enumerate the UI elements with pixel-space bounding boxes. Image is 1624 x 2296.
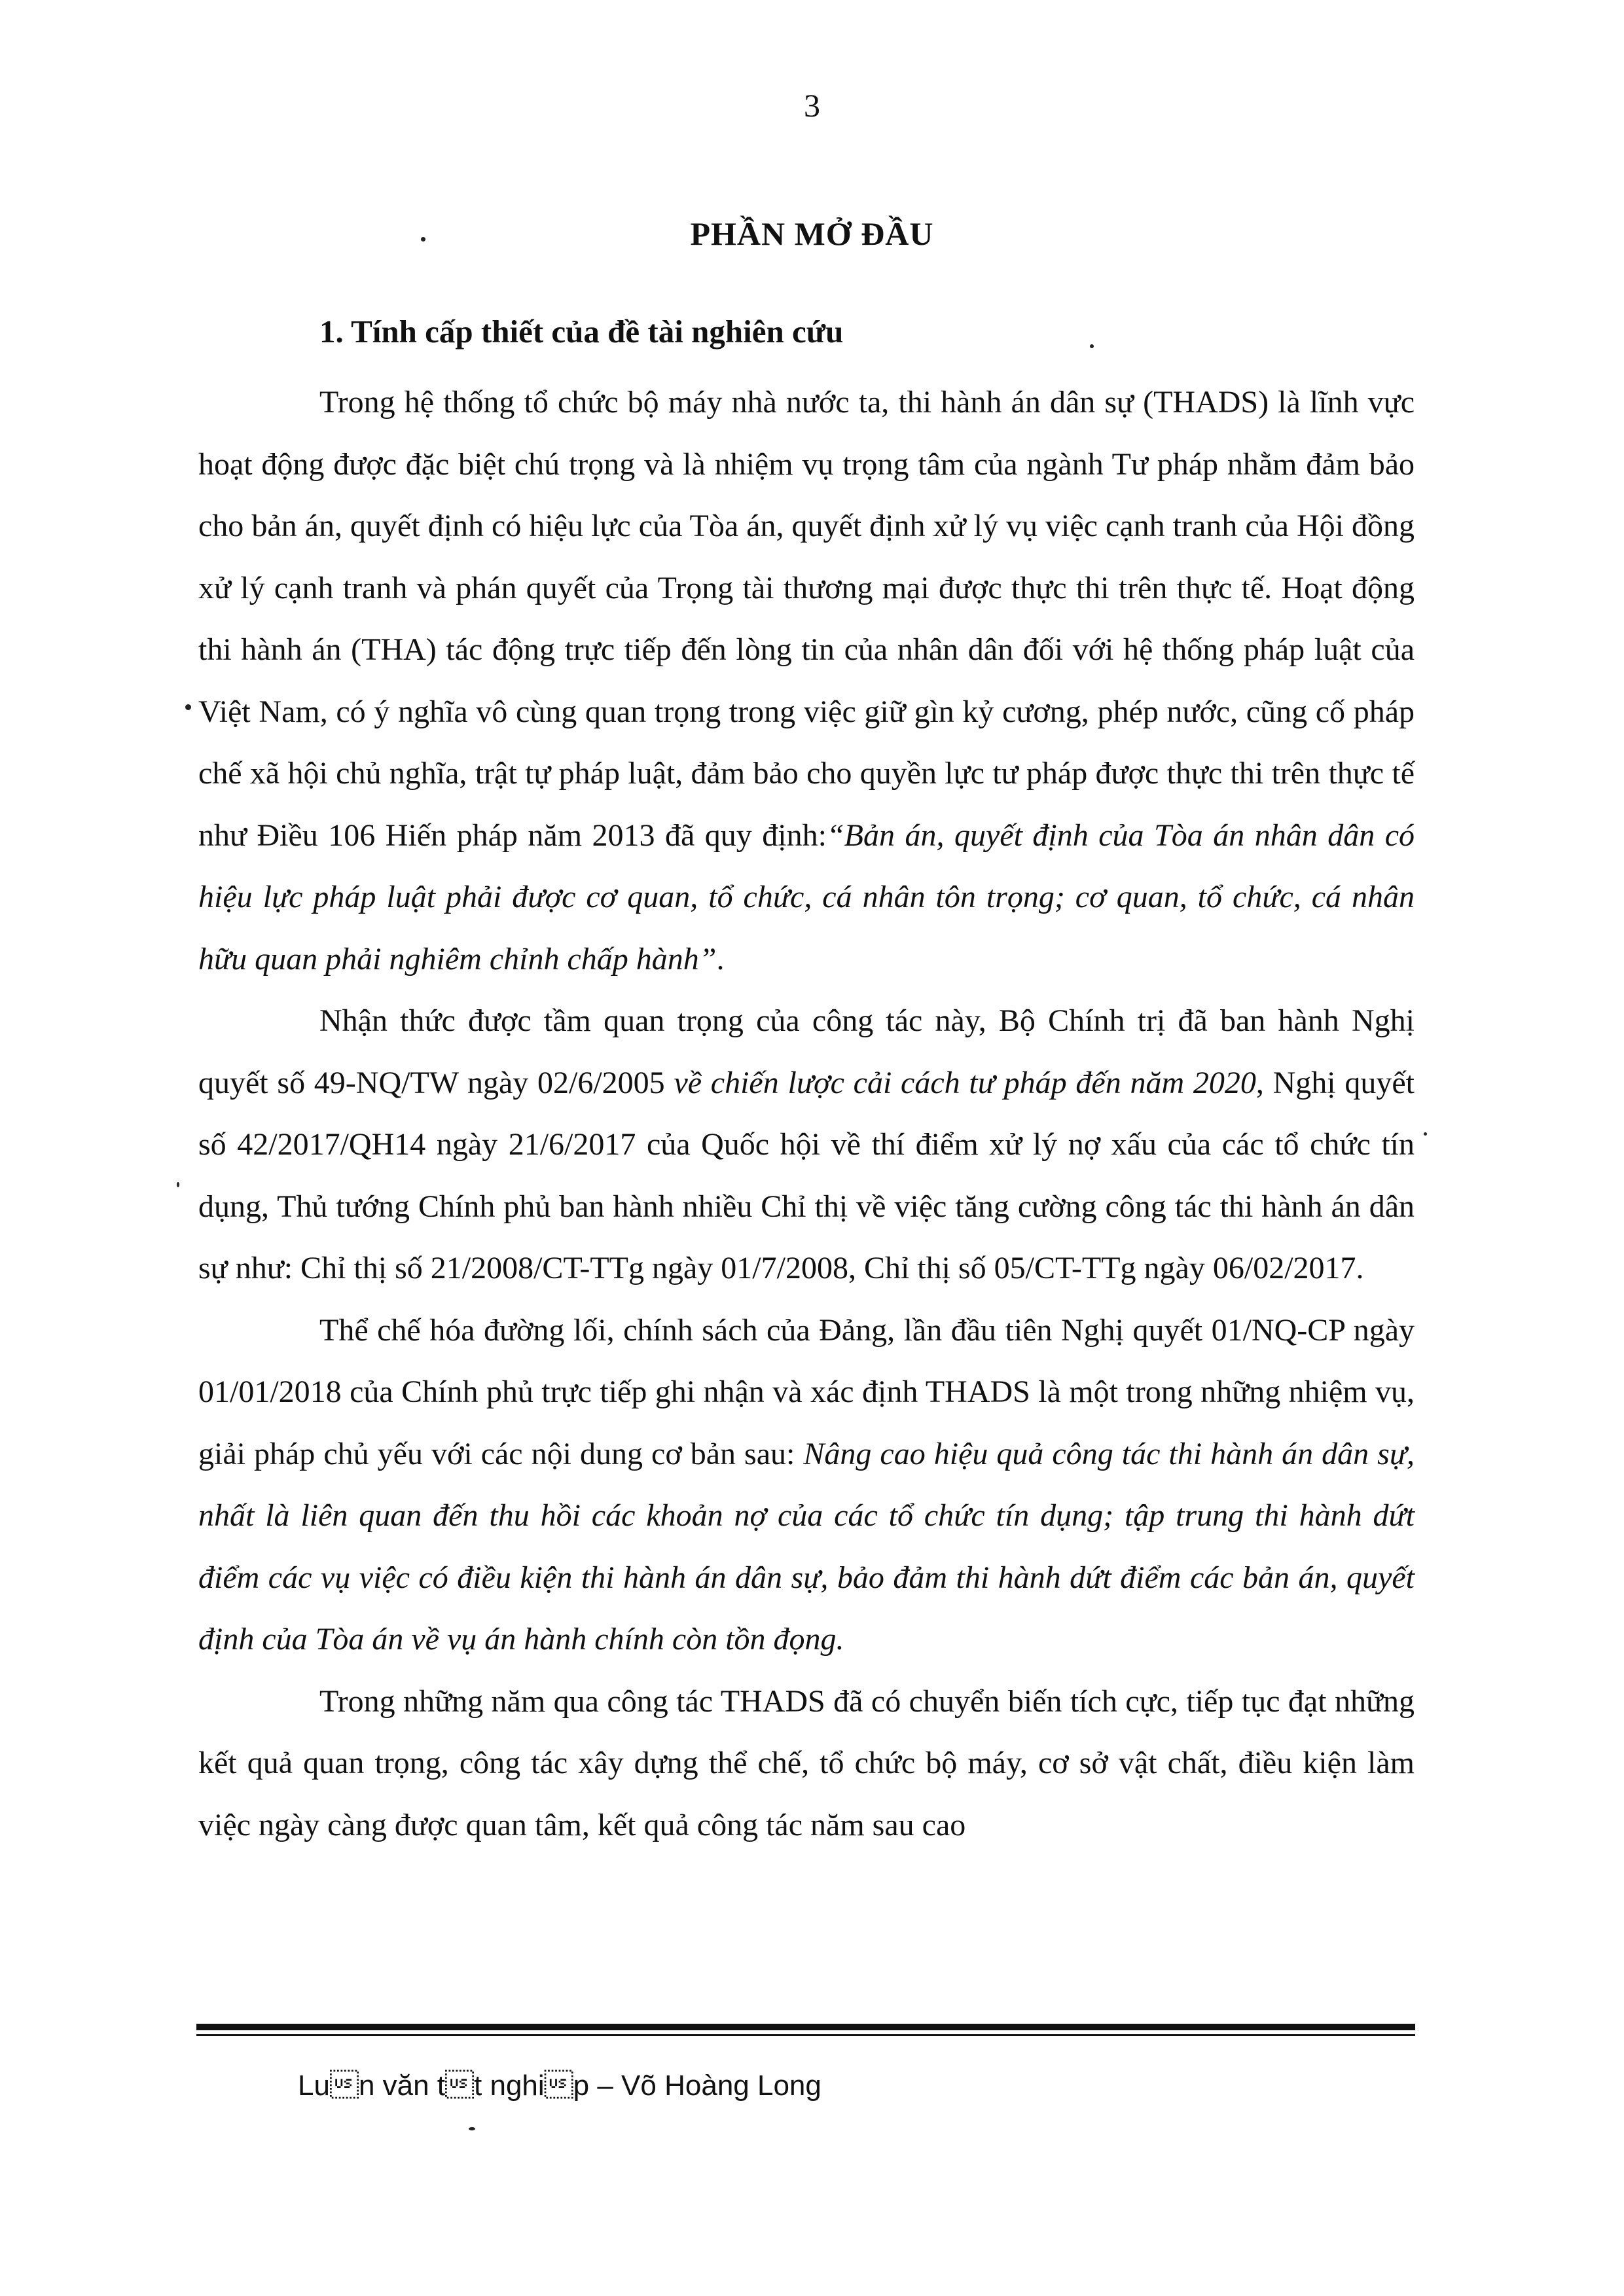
- scan-speck: [421, 237, 425, 242]
- scan-speck: [185, 704, 191, 710]
- section-title: PHẦN MỞ ĐẦU: [690, 215, 934, 252]
- scan-speck: [1090, 344, 1094, 348]
- paragraph-2-italic: về chiến lược cải cách tư pháp đến năm 2020: [674, 1065, 1256, 1100]
- paragraph-1-text: Trong hệ thống tổ chức bộ máy nhà nước ta, thi hành án dân sự (THADS) là lĩnh vực hoạt động được đặc biệt chú trọng và là nhiệm vụ trọng tâm của ngành Tư pháp nhằm đảm bảo cho bản án, quyết định có hiệu lực của Tòa án, quyết định xử lý vụ việc cạnh tranh của Hội đồng xử lý cạnh tranh và phán quyết của Trọng tài thương mại được thực thi trên thực tế. Hoạt động thi hành án (THA) tác động trực tiếp đến lòng tin của nhân dân đối với hệ thống pháp luật của Việt Nam, có ý nghĩa vô cùng quan trọng trong việc giữ gìn kỷ cương, phép nước, cũng cố pháp chế xã hội chủ nghĩa, trật tự pháp luật, đảm bảo cho quyền lực tư pháp được thực thi trên thực tế như Điều 106 Hiến pháp năm 2013 đã quy định:: [198, 385, 1415, 853]
- section-heading: 1. Tính cấp thiết của đề tài nghiên cứu: [319, 314, 844, 350]
- scan-speck: [469, 2127, 475, 2130]
- paragraph-1: [198, 372, 1415, 990]
- footer-rule-thin: [196, 2034, 1415, 2036]
- paragraph-1-end: .: [716, 941, 725, 977]
- paragraph-2-text-b: , Nghị quyết số 42/2017/QH14 ngày 21/6/2017 của Quốc hội về thí điểm xử lý nợ xấu của các tổ chức tín dụng, Thủ tướng Chính phủ ban hành nhiều Chỉ thị về việc tăng cường công tác thi hành án dân sự như: Chỉ thị số 21/2008/CT-TTg ngày 01/7/2008, Chỉ thị số 05/CT-TTg ngày 06/02/2017.: [198, 1065, 1415, 1285]
- paragraph-2: [198, 990, 1415, 1300]
- body-text: [198, 372, 1415, 1856]
- paragraph-4: [198, 1671, 1415, 1857]
- footer-text: Lu n văn t t nghi p – Võ Hoàng Long: [298, 2070, 821, 2102]
- scan-speck: [177, 1182, 179, 1187]
- paragraph-3-text: Thể chế hóa đường lối, chính sách của Đảng, lần đầu tiên Nghị quyết 01/NQ-CP ngày 01/01/2018 của Chính phủ trực tiếp ghi nhận và xác định THADS là một trong những nhiệm vụ, giải pháp chủ yếu với các nội dung cơ bản sau:: [198, 1312, 1415, 1471]
- page-number: 3: [804, 87, 820, 124]
- scan-speck: [1424, 1132, 1427, 1136]
- paragraph-3: [198, 1300, 1415, 1671]
- paragraph-2-text-a: Nhận thức được tầm quan trọng của công tác này, Bộ Chính trị đã ban hành Nghị quyết số 49-NQ/TW ngày 02/6/2005: [198, 1003, 1415, 1100]
- paragraph-3-italic: Nâng cao hiệu quả công tác thi hành án dân sự, nhất là liên quan đến thu hồi các khoản nợ của các tổ chức tín dụng; tập trung thi hành dứt điểm các vụ việc có điều kiện thi hành án dân sự, bảo đảm thi hành dứt điểm các bản án, quyết định của Tòa án về vụ án hành chính còn tồn đọng.: [198, 1436, 1415, 1657]
- paragraph-1-quote: “Bản án, quyết định của Tòa án nhân dân có hiệu lực pháp luật phải được cơ quan, tổ chức, cá nhân tôn trọng; cơ quan, tổ chức, cá nhân hữu quan phải nghiêm chỉnh chấp hành”: [198, 817, 1415, 977]
- paragraph-4-text: Trong những năm qua công tác THADS đã có chuyển biến tích cực, tiếp tục đạt những kết quả quan trọng, công tác xây dựng thể chế, tổ chức bộ máy, cơ sở vật chất, điều kiện làm việc ngày càng được quan tâm, kết quả công tác năm sau cao: [198, 1683, 1415, 1842]
- footer-rule-thick: [196, 2024, 1415, 2030]
